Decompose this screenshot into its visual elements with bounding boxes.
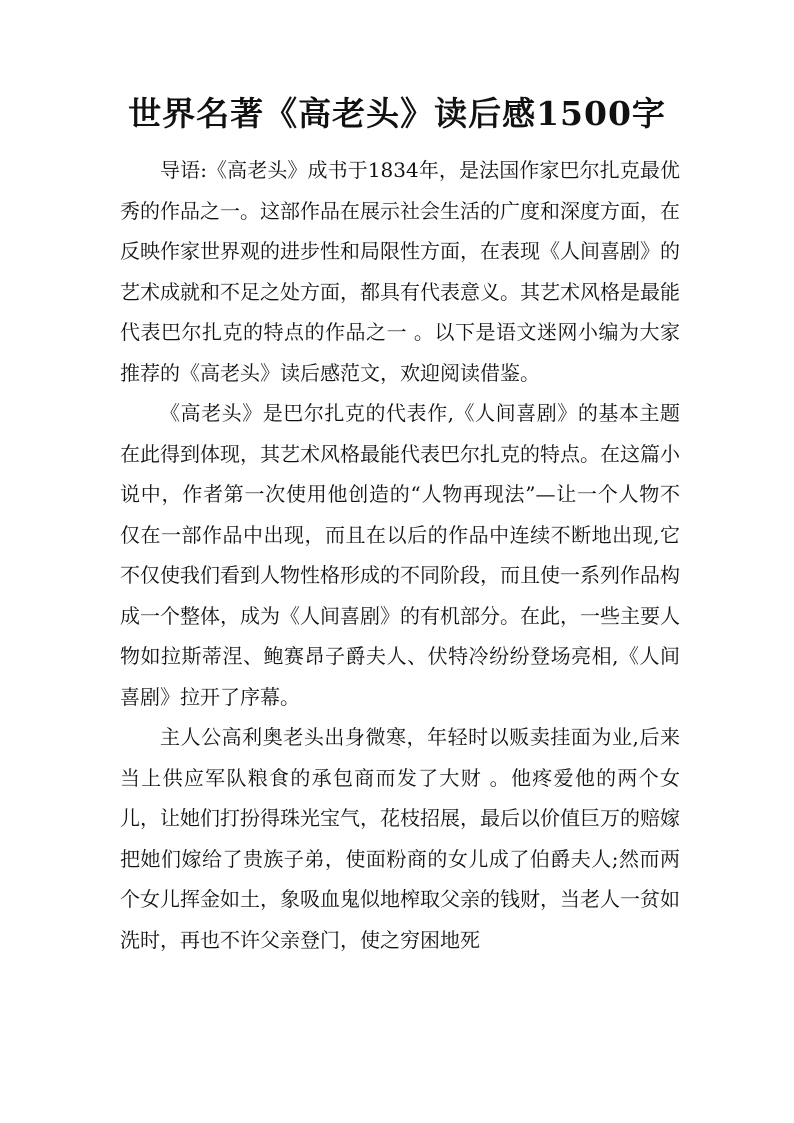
document-body bbox=[120, 150, 680, 960]
paragraph-protagonist: 主人公高利奥老头出身微寒，年轻时以贩卖挂面为业,后来当上供应军队粮食的承包商而发了大财 。他疼爱他的两个女儿，让她们打扮得珠光宝气，花枝招展，最后以价值巨万的赔嫁把她们嫁给了贵族子弟，使面粉商的女儿成了伯爵夫人;然而两个女儿挥金如土，象吸血鬼似地榨取父亲的钱财，当老人一贫如洗时，再也不许父亲登门，使之穷困地死 bbox=[120, 725, 680, 952]
document-title: 世界名著《高老头》读后感1500字 bbox=[128, 94, 666, 133]
paragraph-work-overview: 《高老头》是巴尔扎克的代表作,《人间喜剧》的基本主题在此得到体现，其艺术风格最能代表巴尔扎克的特点。在这篇小说中，作者第一次使用他创造的“人物再现法”—让一个人物不仅在一部作品中出现，而且在以后的作品中连续不断地出现,它不仅使我们看到人物性格形成的不同阶段，而且使一系列作品构成一个整体，成为《人间喜剧》的有机部分。在此，一些主要人物如拉斯蒂涅、鲍赛昂子爵夫人、伏特冷纷纷登场亮相,《人间喜剧》拉开了序幕。 bbox=[120, 401, 680, 709]
paragraph-intro: 导语:《高老头》成书于1834年，是法国作家巴尔扎克最优秀的作品之一。这部作品在展示社会生活的广度和深度方面，在反映作家世界观的进步性和局限性方面，在表现《人间喜剧》的艺术成就和不足之处方面，都具有代表意义。其艺术风格是最能代表巴尔扎克的特点的作品之一 。以下是语文迷网小编为大家推荐的《高老头》读后感范文，欢迎阅读借鉴。 bbox=[120, 158, 680, 385]
